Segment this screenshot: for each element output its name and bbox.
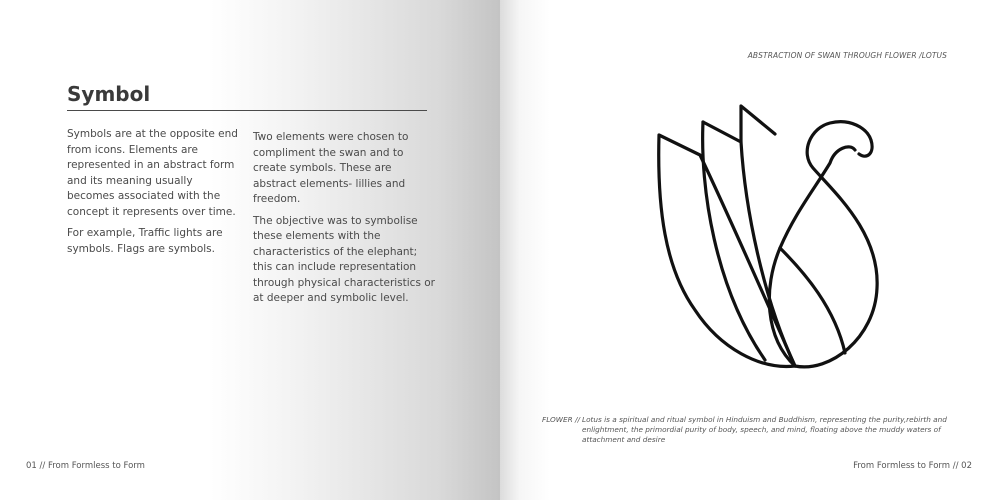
paragraph: For example, Traffic lights are symbols. Flags are symbols.: [67, 227, 223, 255]
paragraph: Symbols are at the opposite end from icons. Elements are represented in an abstract form and its meaning usually becomes associated with the concept it represents over time.: [67, 128, 238, 218]
swan-body-fold: [780, 248, 845, 353]
paragraph: The objective was to symbolise these elements with the characteristics of the elephant; this can include representation through physical characteristics or at deeper and symbolic level.: [253, 214, 436, 304]
page-title: Symbol: [67, 82, 151, 106]
text-column-right: [253, 130, 438, 313]
title-underline: [67, 110, 427, 111]
page-footer-right: From Formless to Form // 02: [853, 461, 972, 471]
caption-label: FLOWER //: [542, 415, 580, 424]
caption-text: Lotus is a spiritual and ritual symbol in Hinduism and Buddhism, representing the purity,rebirth and enlightment, the primordial purity of body, speech, and mind, floating above the muddy waters of attachment and desire: [582, 415, 947, 444]
lotus-petal-back: [741, 106, 775, 142]
figure-caption: [542, 415, 962, 445]
section-header-note: ABSTRACTION OF SWAN THROUGH FLOWER /LOTUS: [747, 51, 947, 60]
swan-neck-curve: [795, 122, 877, 367]
text-column-left: [67, 127, 242, 263]
swan-lotus-illustration: [645, 98, 885, 378]
paragraph: Two elements were chosen to compliment the swan and to create symbols. These are abstract elements- lillies and freedom.: [253, 131, 409, 205]
page-footer-left: 01 // From Formless to Form: [26, 461, 145, 471]
